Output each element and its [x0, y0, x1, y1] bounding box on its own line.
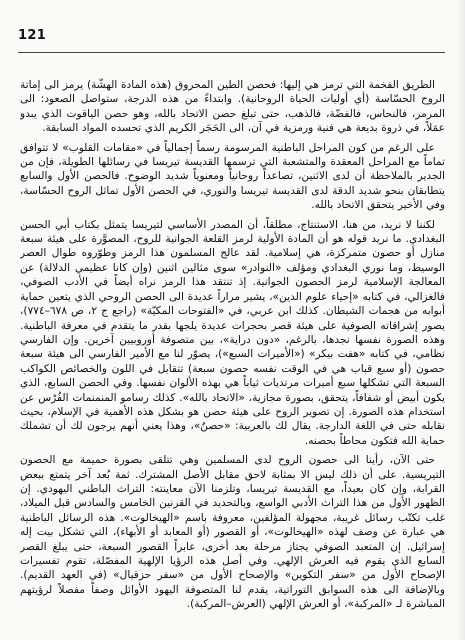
paragraph-2: على الرغم من كون المراحل الباطنية المرسومة رسماً إجمالياً في «مقامات القلوب» لا تتوافق تماماً مع المراحل المعقدة والمتشعبة التي ترسمها القديسة تيريسا في رسائلها الطويلة، فإن من الجدير بالملاحظة أن لدى الاثنين، تصاعداً روحانياً ومعنوياً شديد الوضوح. فالحصن الأول والسابع يتطابقان بنحو شديد الدقة لدى القديسة تيريسا والنوري، في الحصن الأول تماثل الروح الحسّاسة، وفي الأخير يتحقق الاتحاد بالله. [20, 141, 445, 212]
page-number: 121 [18, 28, 47, 43]
paragraph-1: الطريق الفخمة التي ترمز هي إليها: فحصن الطين المحروق (هذه المادة الهشَّة) يرمز الى إماتة الروح الحسّاسة (أي أوليات الحياة الروحانية). وابتداءً من هذه الدرجة، ستواصل الصعود: الى المرمر، فالنحاس، فالفضّة، فالذهب، حتى تبلغ حصن الاتحاد بالله، وهو حصن الياقوت الذي يبدو عمَلاً، في ذروة بديعة هي فنية ورمزية في آن، الى الحَجَر الكريم الذي تحسده المواد السابقة. [20, 79, 445, 135]
paragraph-4: حتى الآن، رأينا الى حصون الروح لدى المسلمين وهي تتلقى بصورة حميمة مع الحصون التيريسية. على أن ذلك ليس الا بمثابة لاحق مقابل الأصل المشترك. ثمة بُعد آخر يتمتع ببعض القرابة، وإن كان بعيداً، مع القديسة تيريسا، وتلزمنا الآن معاينته: التراث الباطني اليهودي. إن الظهور الأول من هذا التراث الأدبي الواسع، وبالتحديد في القرنين الخامس والسادس قبل الميلاد، غلب تكتّب رسائل غريبة، مجهولة المؤلفين، معروفة باسم «الهيخالوت». هذه الرسائل الباطنية هي عبارة عن وصف لهذه «الهيخالوت»، أو القصور (أو المعابد أو الأبهاء)، التي تشكل بيت إله إسرائيل. إن المتعبد الصوفي يجتاز مرحلة بعد أخرى، عابراً القصور السبعة، حتى يبلغ القصر السابع الذي يقوم فيه العرش الإلهي. وفي أصل هذه الرؤيا الإلهية المفصّلة، تقوم تفسيرات الإصحاح الأول من «سفر التكوين» والإصحاح الأول من «سفر حزقيال» (في العهد القديم). وبالإضافة الى هذه السوابق التوراتية، يقدم لنا المتصوفة اليهود الأوائل وصفاً مفصلاً لرؤيتهم المباشرة لـ «المركبة»، أو العرش الإلهي (العرش–المركبة). [20, 454, 445, 611]
body-text [20, 78, 445, 623]
scan-edge-shadow [455, 0, 465, 640]
paragraph-3: لكننا لا نريد، من هنا، الاستنتاج، مطلقاً، أن المصدر الأساسي لتيريسا يتمثل بكتاب أبي الحسن البغدادي. ما نريد قوله هو أن المادة الأولية لرمز القلعة الجوانية للروح، المصوَّرة على هيئة سبعة منازل أو حصون متمركزة، هي إسلامية. لقد عالج المسلمون هذا الرمز وطوّروه طوال العصر الوسيط، وما نوري البغدادي ومؤلف «النوادر» سوى مثالين اثنين (وإن كانا عظيمي الدلالة) عن المعالجة الإسلامية لرمز الحصون الجوانية. إذ تنتقد هذا الرمز نراه أيضاً في الأدب الصوفي، فالغزالي، في كتابه «إحياء علوم الدين»، يشير مراراً عديدة الى الحصن الروحي الذي يتعين حماية أبوابه من هجمات الشيطان. كذلك ابن عربي، في «الفتوحات المكيّة» (راجع ج ٢، ص ٦٧٨–٧٧٤)، يصور إشراقاته الصوفية على هيئة قصر بحجرات عديدة يلجها بقدر ما يتقدم في معرفة الباطنية. وهذه الصورة نفسها نجدها، بالرغم، «دون دراية»، بين متصوفة أوروبيين آخرين. وإن الفارسي نظامي، في كتابه «هفت بيكر» («الأميرات السبع»)، يصوّر لنا مع الأمير الفارسي الى هيئة سبعة حصون (أو سبع قباب هي في الوقت نفسه حصون سبعة) تتقابل في اللون والخصائص الكواكب السبعة التي تشكلها سبع أميرات مرتديات ثياباً هي بهذه الألوان نفسها. وفي الحصن السابع، الذي يكون أبيض أو شفافاً، يتحقق، بصورة مجازية، «الاتحاد بالله». كذلك رسامو المنمنمات الفُرْس عن استخدام هذه الصورة. إن تصوير الروح على هيئة حصن هو بشكل هذه الأهمية في الإسلام، بحيث نقابله حتى في اللغة الدارجة. يقال لك بالعربية: «حصنٌ»، وهذا يعني أنهم يرجون لك أن تشملك حماية الله فتكون محاطاً بحصنه. [20, 218, 445, 447]
header-rule [18, 52, 445, 53]
